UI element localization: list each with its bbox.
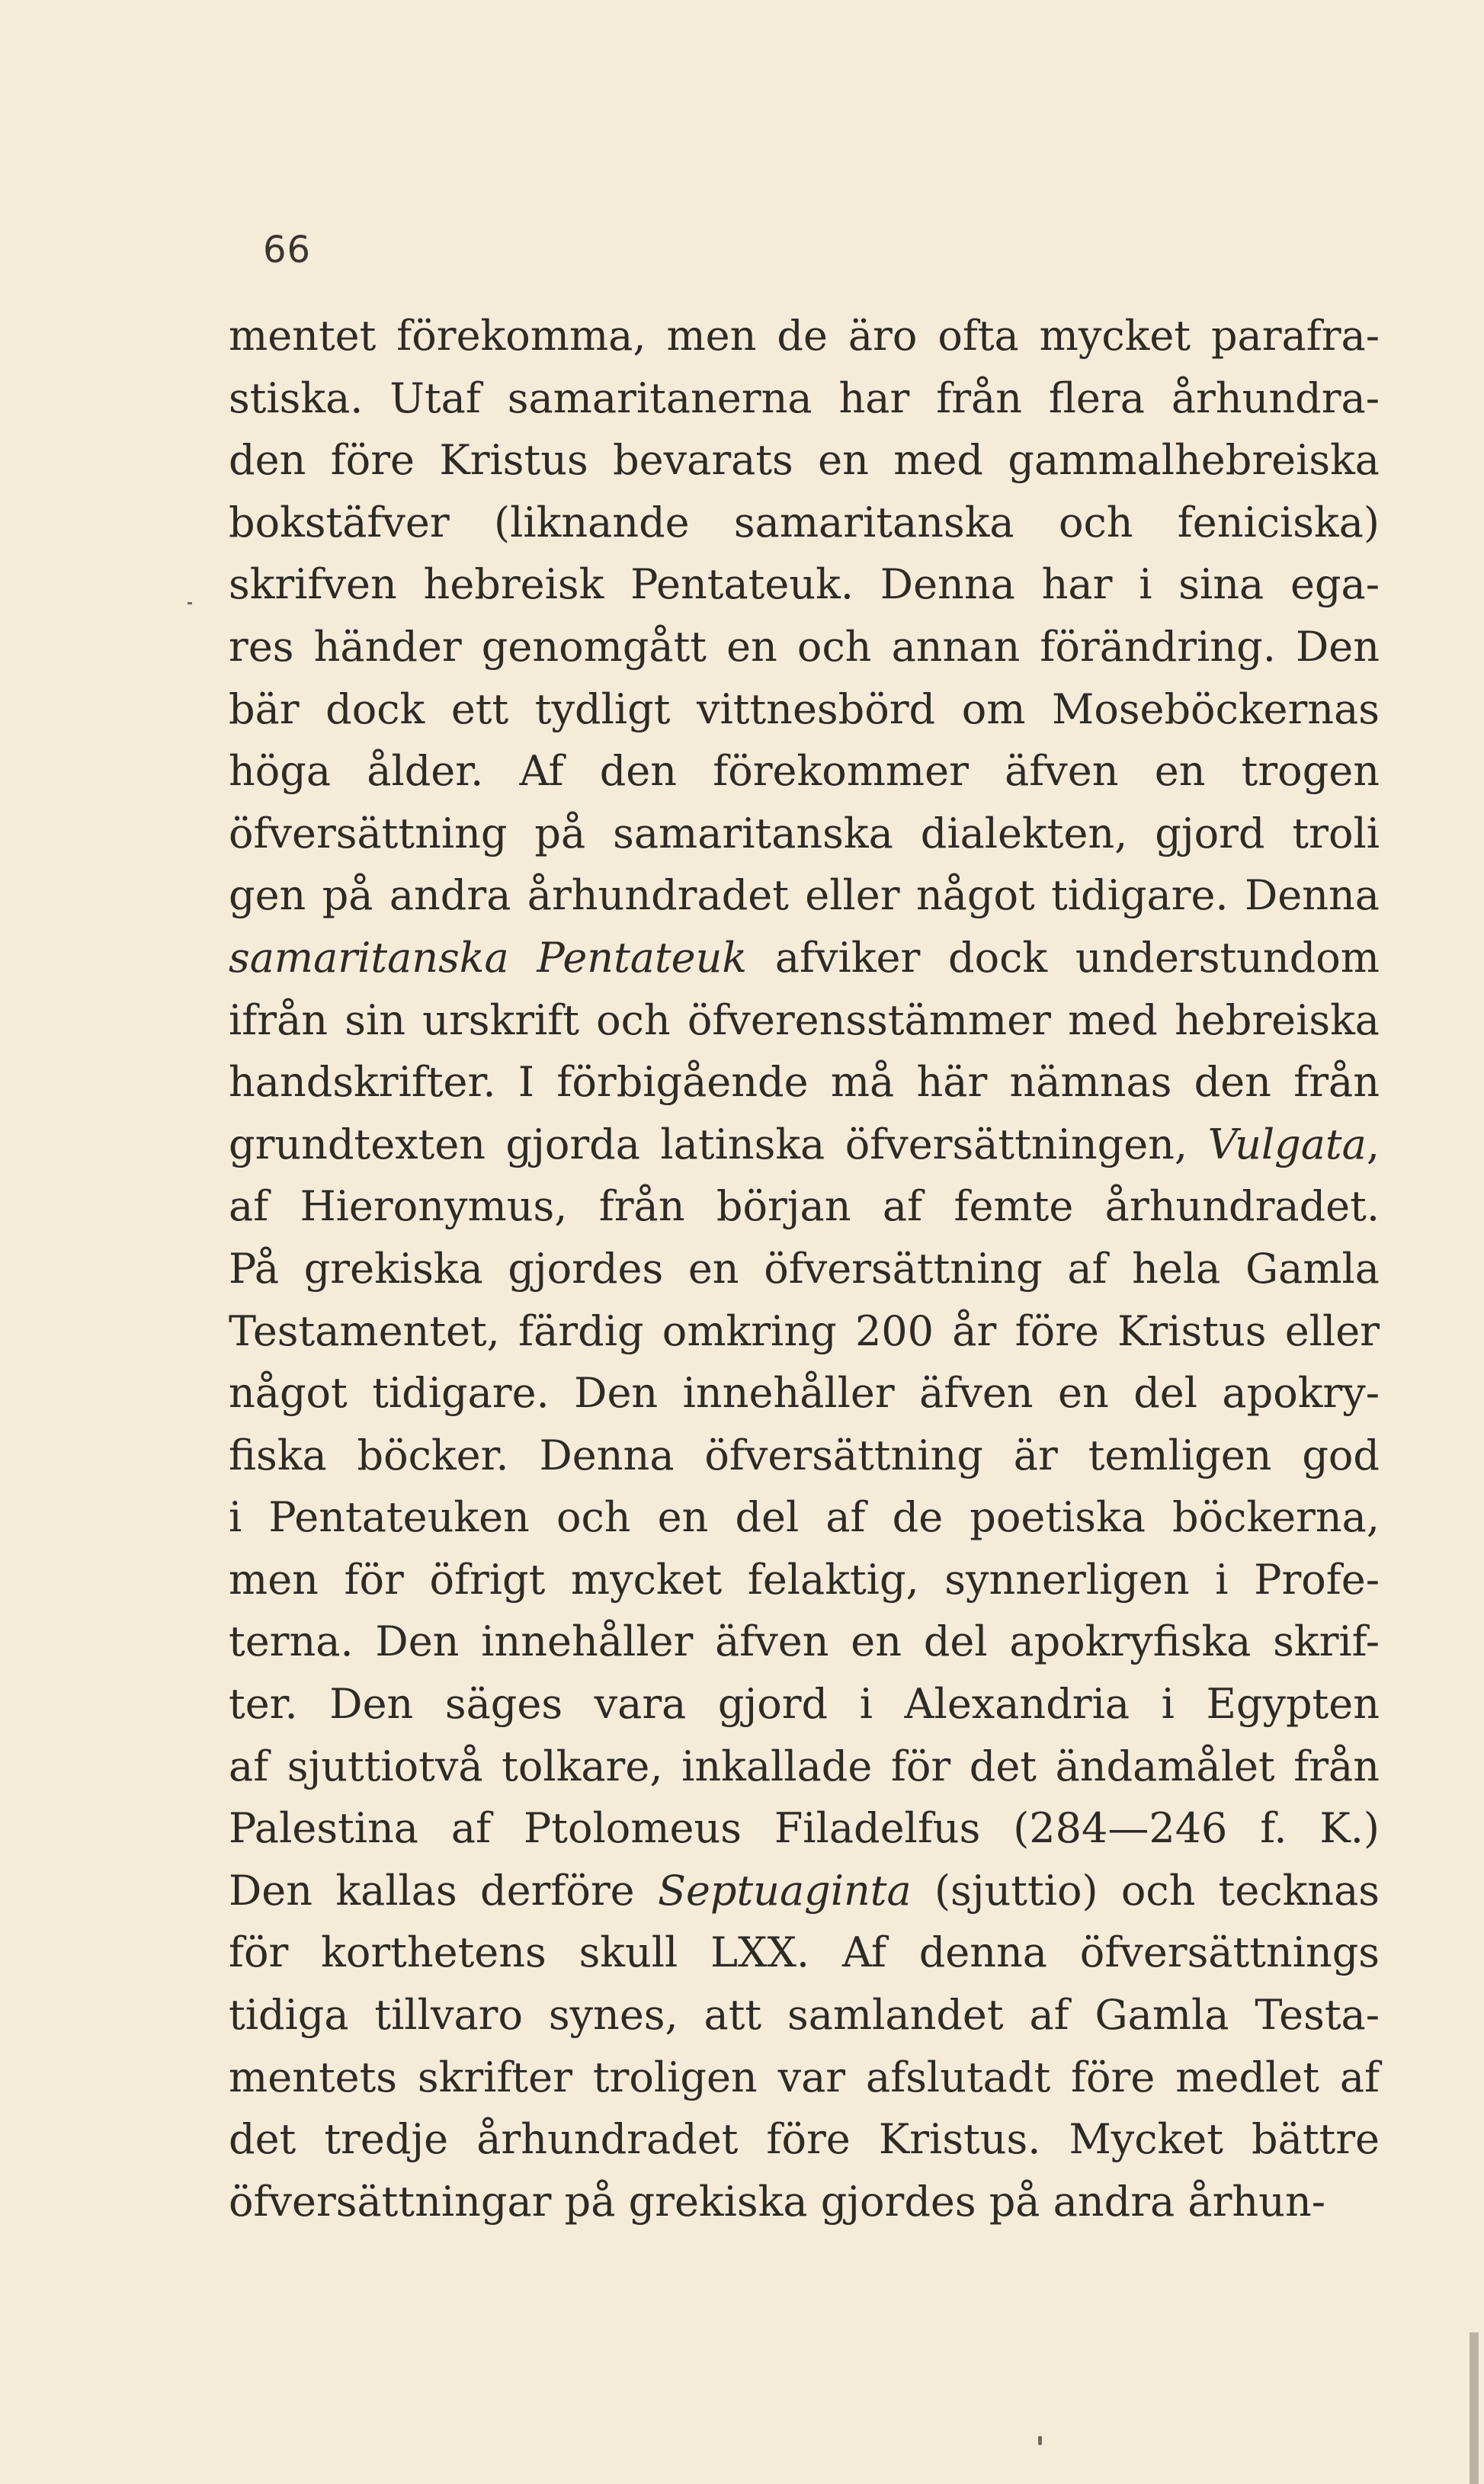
italic-term: Vulgata xyxy=(1207,1120,1367,1168)
line-segment: , xyxy=(1366,1120,1380,1168)
line-segment: afviker dock understundom xyxy=(747,933,1380,982)
text-line: fiska böcker. Denna öfversättning är temligen god xyxy=(229,1431,1380,1479)
text-line: för korthetens skull LXX. Af denna öfversättnings xyxy=(229,1928,1380,1977)
text-line: men för öfrigt mycket felaktig, synnerligen i Profe- xyxy=(229,1555,1380,1604)
text-line: bokstäfver (liknande samaritanska och feniciska) xyxy=(229,498,1380,546)
text-line: handskrifter. I förbigående må här nämnas den från xyxy=(229,1058,1380,1107)
text-line: det tredje århundradet före Kristus. Mycket bättre xyxy=(229,2115,1380,2164)
italic-term: Septuaginta xyxy=(657,1866,912,1915)
text-line: bär dock ett tydligt vittnesbörd om Moseböckernas xyxy=(229,684,1380,733)
text-line: i Pentateuken och en del af de poetiska böckerna, xyxy=(229,1493,1380,1542)
text-line: mentet förekomma, men de äro ofta mycket parafra- xyxy=(229,312,1380,360)
body-text xyxy=(229,305,1380,2232)
text-line: ter. Den säges vara gjord i Alexandria i Egypten xyxy=(229,1680,1380,1729)
text-line: höga ålder. Af den förekommer äfven en trogen xyxy=(229,747,1380,796)
text-line: ifrån sin urskrift och öfverensstämmer med hebreiska xyxy=(229,995,1380,1044)
text-line xyxy=(229,1860,1380,1922)
text-line: öfversättning på samaritanska dialekten, gjord troli xyxy=(229,809,1380,857)
text-line: den före Kristus bevarats en med gammalhebreiska xyxy=(229,436,1380,485)
text-line: Palestina af Ptolomeus Filadelfus (284—246 f. K.) xyxy=(229,1804,1380,1853)
line-segment: Den kallas derföre xyxy=(229,1866,658,1915)
text-line: mentets skrifter troligen var afslutadt före medlet af xyxy=(229,2053,1380,2101)
text-line: af Hieronymus, från början af femte århundradet. xyxy=(229,1182,1380,1231)
text-line: res händer genomgått en och annan förändring. Den xyxy=(229,622,1380,671)
text-line: öfversättningar på grekiska gjordes på andra århun- xyxy=(229,2177,1325,2226)
text-line: stiska. Utaf samaritanerna har från flera århundra- xyxy=(229,373,1380,422)
text-line: gen på andra århundradet eller något tidigare. Denna xyxy=(229,871,1380,920)
text-line: På grekiska gjordes en öfversättning af hela Gamla xyxy=(229,1244,1380,1293)
text-line xyxy=(229,1114,1380,1176)
margin-speck xyxy=(188,602,192,604)
text-line: något tidigare. Den innehåller äfven en del apokry- xyxy=(229,1369,1380,1418)
text-line: Testamentet, färdig omkring 200 år före Kristus eller xyxy=(229,1306,1380,1355)
margin-speck xyxy=(1038,2436,1042,2445)
italic-term: samaritanska Pentateuk xyxy=(229,933,748,982)
line-segment: (sjuttio) och tecknas xyxy=(911,1866,1380,1915)
page-number: 66 xyxy=(263,229,312,271)
text-line xyxy=(229,927,1380,989)
text-line: tidiga tillvaro synes, att samlandet af Gamla Testa- xyxy=(229,1991,1380,2040)
text-line: skrifven hebreisk Pentateuk. Denna har i sina ega- xyxy=(229,560,1380,609)
line-segment: grundtexten gjorda latinska öfversättningen, xyxy=(229,1120,1208,1168)
text-line: af sjuttiotvå tolkare, inkallade för det ändamålet från xyxy=(229,1742,1380,1790)
text-line: terna. Den innehåller äfven en del apokryfiska skrif- xyxy=(229,1617,1380,1666)
edge-shadow xyxy=(1470,2332,1479,2484)
